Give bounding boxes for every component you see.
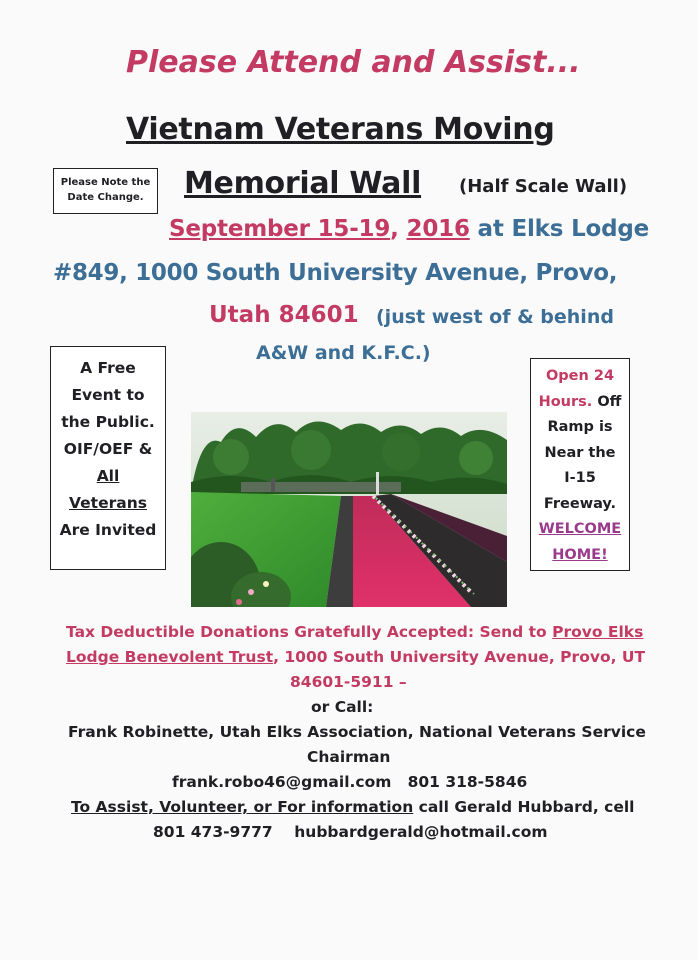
event-year: 2016 <box>406 216 470 242</box>
memorial-wall-image <box>191 412 507 607</box>
free-line-5: All <box>96 467 120 485</box>
donation-zip: 84601-5911 – <box>290 673 407 691</box>
assist-link: To Assist, Volunteer, or For information <box>71 798 414 816</box>
contact-email-phone: frank.robo46@gmail.com 801 318-5846 <box>172 773 528 791</box>
open-line-3: Ramp is <box>547 419 613 435</box>
event-dates: September 15-19 <box>169 216 391 242</box>
home-line: HOME! <box>552 546 608 563</box>
date-note-line-1: Please Note the <box>60 177 151 188</box>
donation-line-1 <box>66 623 643 641</box>
date-change-note <box>53 168 158 214</box>
address-text: #849, 1000 South University Avenue, Provo, <box>53 260 618 286</box>
directions-1: (just west of & behind <box>376 306 614 328</box>
open-hours-box <box>530 358 630 571</box>
benevolent-trust-link: Lodge Benevolent Trust <box>66 648 274 666</box>
open-line-4: Near the <box>544 444 616 461</box>
last-contact-line: 801 473-9777 hubbardgerald@hotmail.com <box>153 823 548 841</box>
memorial-wall-photo <box>191 412 507 607</box>
free-line-2: Event to <box>71 386 145 404</box>
open-line-1: Open 24 <box>545 368 615 384</box>
donation-address: , 1000 South University Avenue, Provo, UT <box>273 648 646 666</box>
open-line-6: Freeway. <box>543 495 617 512</box>
free-line-1: A Free <box>80 359 136 377</box>
open-line-5: I-15 <box>564 470 596 486</box>
scale-note: (Half Scale Wall) <box>459 176 628 197</box>
donation-line-2 <box>66 648 645 666</box>
contact-name-line: Frank Robinette, Utah Elks Association, National Veterans Service <box>68 723 646 741</box>
donation-text: Tax Deductible Donations Gratefully Accepted: Send to <box>66 623 553 641</box>
title-line-2: Memorial Wall <box>184 166 422 201</box>
headline: Please Attend and Assist... <box>126 45 581 80</box>
contact-title: Chairman <box>307 748 391 766</box>
free-event-box <box>50 346 166 570</box>
city-zip: Utah 84601 <box>209 302 359 328</box>
address-line <box>53 260 617 286</box>
date-note-line-2: Date Change. <box>67 192 144 203</box>
free-line-6: Veterans <box>69 494 147 512</box>
provo-elks-link: Provo Elks <box>552 623 644 641</box>
welcome-line: WELCOME <box>538 521 622 537</box>
venue-prefix: at Elks Lodge <box>469 216 650 242</box>
city-zip-line <box>209 302 359 328</box>
free-line-3: the Public. <box>61 413 155 431</box>
directions-2: A&W and K.F.C.) <box>256 342 431 364</box>
free-line-7: Are Invited <box>59 521 157 539</box>
assist-text: call Gerald Hubbard, cell <box>413 798 635 816</box>
free-line-4: OIF/OEF & <box>63 440 153 458</box>
assist-line <box>71 798 634 816</box>
or-call: or Call: <box>311 698 374 716</box>
title-line-1: Vietnam Veterans Moving <box>126 112 555 147</box>
open-line-2: Hours. Off <box>538 393 622 410</box>
event-dates-line: September 15-19, 2016 at Elks Lodge <box>169 216 650 242</box>
